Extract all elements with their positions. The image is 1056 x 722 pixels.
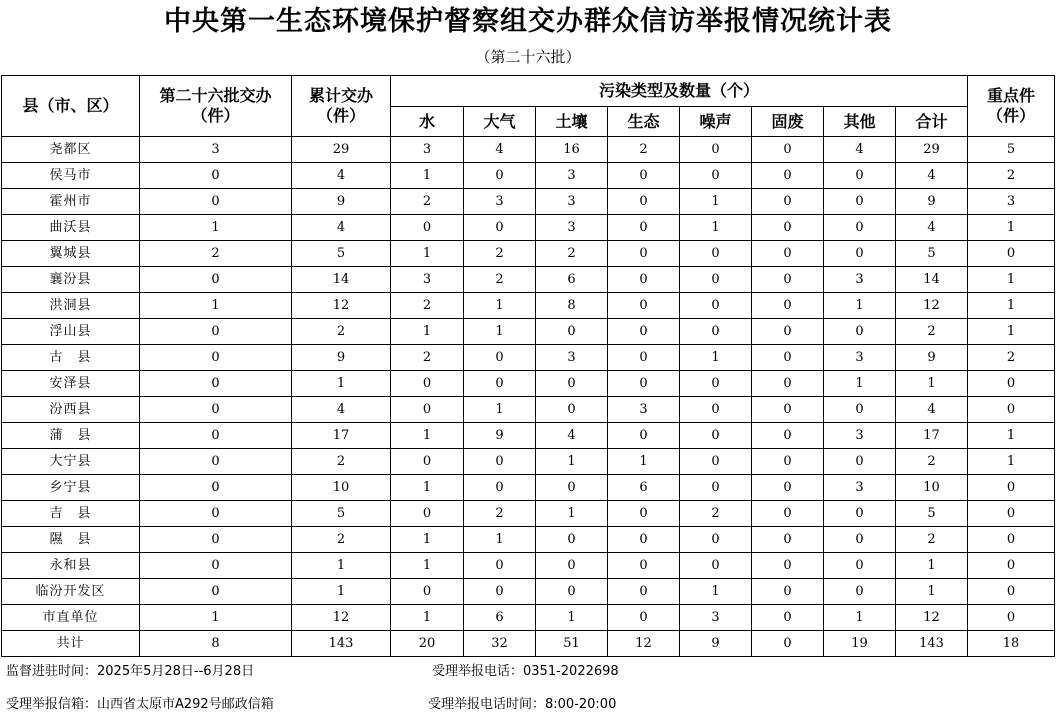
row-cell: 3 [140,137,292,163]
row-cell: 0 [680,423,752,449]
row-cell: 0 [140,423,292,449]
row-cell: 0 [391,397,464,423]
row-cell: 1 [391,605,464,631]
row-cell: 0 [824,319,896,345]
row-cell: 0 [608,605,680,631]
row-county-name: 襄汾县 [2,267,140,293]
row-cell: 0 [968,371,1055,397]
table-row [2,527,1055,553]
row-cell: 0 [536,553,608,579]
row-cell: 0 [140,163,292,189]
row-cell: 1 [680,215,752,241]
row-cell: 29 [292,137,391,163]
row-county-name: 大宁县 [2,449,140,475]
row-county-name: 汾西县 [2,397,140,423]
table-row [2,501,1055,527]
row-cell: 2 [292,527,391,553]
row-cell: 0 [464,345,536,371]
row-cell: 2 [292,319,391,345]
row-cell: 0 [752,527,824,553]
row-cell: 0 [824,189,896,215]
row-cell: 0 [680,293,752,319]
row-cell: 0 [824,449,896,475]
row-cell: 12 [896,293,968,319]
row-cell: 1 [464,527,536,553]
table-row [2,605,1055,631]
row-cell: 1 [824,293,896,319]
row-cell: 1 [680,189,752,215]
row-county-name: 永和县 [2,553,140,579]
row-cell: 0 [752,293,824,319]
row-cell: 0 [608,423,680,449]
row-cell: 1 [896,579,968,605]
row-cell: 1 [391,163,464,189]
header-type-water: 水 [391,107,464,137]
footer-period: 监督进驻时间：2025年5月28日--6月28日 [6,664,255,679]
table-row [2,631,1055,657]
header-type-soil: 土壤 [536,107,608,137]
page-title: 中央第一生态环境保护督察组交办群众信访举报情况统计表 [164,6,892,37]
row-cell: 0 [680,475,752,501]
row-cell: 5 [896,501,968,527]
row-cell: 0 [968,553,1055,579]
row-cell: 0 [536,371,608,397]
row-cell: 3 [536,215,608,241]
row-cell: 0 [391,501,464,527]
row-cell: 0 [140,397,292,423]
row-cell: 9 [464,423,536,449]
row-cell: 4 [896,397,968,423]
row-cell: 0 [140,319,292,345]
row-cell: 12 [292,605,391,631]
row-cell: 1 [968,319,1055,345]
row-cell: 0 [968,605,1055,631]
row-cell: 2 [896,449,968,475]
row-cell: 3 [536,189,608,215]
row-cell: 0 [608,319,680,345]
row-cell: 0 [140,267,292,293]
row-cell: 1 [824,371,896,397]
row-cell: 1 [536,449,608,475]
row-county-name: 乡宁县 [2,475,140,501]
header-type-total: 合计 [896,107,968,137]
row-cell: 0 [968,397,1055,423]
table-row [2,319,1055,345]
row-cell: 4 [896,163,968,189]
row-cell: 0 [608,371,680,397]
row-cell: 0 [824,215,896,241]
table-row [2,137,1055,163]
row-county-name: 侯马市 [2,163,140,189]
header-key-cases: 重点件（件） [968,76,1055,137]
row-cell: 0 [752,475,824,501]
row-cell: 0 [752,215,824,241]
row-cell: 0 [680,267,752,293]
row-cell: 0 [140,189,292,215]
row-cell: 0 [608,553,680,579]
row-cell: 0 [464,163,536,189]
row-cell: 8 [140,631,292,657]
statistics-table [1,75,1055,657]
table-row [2,267,1055,293]
row-cell: 0 [140,501,292,527]
row-cell: 3 [824,423,896,449]
row-cell: 0 [824,579,896,605]
row-county-name: 临汾开发区 [2,579,140,605]
table-row [2,397,1055,423]
row-cell: 0 [752,605,824,631]
header-type-solid-waste: 固废 [752,107,824,137]
row-county-name: 曲沃县 [2,215,140,241]
row-cell: 0 [752,163,824,189]
row-cell: 2 [391,345,464,371]
row-cell: 5 [292,501,391,527]
row-cell: 1 [896,371,968,397]
row-cell: 1 [391,553,464,579]
row-cell: 1 [608,449,680,475]
table-row [2,215,1055,241]
header-type-other: 其他 [824,107,896,137]
row-cell: 12 [292,293,391,319]
row-county-name: 隰 县 [2,527,140,553]
row-cell: 0 [464,579,536,605]
row-cell: 0 [680,371,752,397]
row-cell: 0 [140,579,292,605]
table-row [2,579,1055,605]
footer-mailbox: 受理举报信箱：山西省太原市A292号邮政信箱 [6,697,274,712]
row-cell: 0 [608,579,680,605]
row-cell: 17 [896,423,968,449]
row-cell: 1 [292,371,391,397]
row-cell: 1 [680,345,752,371]
row-county-name: 吉 县 [2,501,140,527]
row-cell: 143 [896,631,968,657]
row-cell: 1 [968,267,1055,293]
table-row [2,189,1055,215]
row-cell: 3 [680,605,752,631]
row-county-name: 浮山县 [2,319,140,345]
row-cell: 4 [464,137,536,163]
row-cell: 3 [464,189,536,215]
row-cell: 0 [680,163,752,189]
table-row [2,345,1055,371]
row-cell: 51 [536,631,608,657]
table-row [2,163,1055,189]
row-cell: 2 [968,345,1055,371]
row-cell: 9 [680,631,752,657]
table-row [2,241,1055,267]
row-cell: 143 [292,631,391,657]
row-cell: 1 [292,579,391,605]
row-cell: 1 [968,449,1055,475]
row-cell: 29 [896,137,968,163]
row-cell: 32 [464,631,536,657]
row-cell: 0 [752,397,824,423]
row-county-name: 古 县 [2,345,140,371]
row-cell: 0 [968,527,1055,553]
row-cell: 1 [391,319,464,345]
row-cell: 2 [968,163,1055,189]
row-cell: 2 [896,527,968,553]
footer-phone: 受理举报电话：0351-2022698 [432,664,619,679]
row-cell: 4 [292,397,391,423]
row-cell: 1 [391,423,464,449]
row-cell: 20 [391,631,464,657]
row-cell: 0 [391,215,464,241]
row-cell: 0 [824,241,896,267]
row-cell: 0 [536,579,608,605]
row-cell: 1 [464,293,536,319]
row-county-name: 共计 [2,631,140,657]
row-cell: 0 [140,527,292,553]
row-cell: 0 [824,397,896,423]
table-row [2,449,1055,475]
row-cell: 0 [464,475,536,501]
row-cell: 0 [391,449,464,475]
row-county-name: 霍州市 [2,189,140,215]
row-cell: 1 [824,605,896,631]
row-cell: 0 [752,449,824,475]
row-cell: 1 [896,553,968,579]
header-cumulative: 累计交办（件） [292,76,391,137]
row-cell: 0 [536,397,608,423]
row-cell: 6 [464,605,536,631]
row-cell: 0 [608,215,680,241]
row-cell: 0 [752,579,824,605]
row-cell: 5 [896,241,968,267]
header-type-ecology: 生态 [608,107,680,137]
header-pollution-group: 污染类型及数量（个） [391,76,968,107]
row-cell: 0 [752,501,824,527]
row-cell: 0 [680,449,752,475]
row-county-name: 尧都区 [2,137,140,163]
row-cell: 1 [536,605,608,631]
row-cell: 0 [968,579,1055,605]
row-cell: 1 [464,397,536,423]
row-cell: 0 [608,345,680,371]
row-cell: 19 [824,631,896,657]
row-cell: 0 [536,527,608,553]
row-cell: 0 [824,527,896,553]
row-cell: 2 [608,137,680,163]
row-cell: 0 [752,189,824,215]
row-cell: 0 [536,475,608,501]
row-cell: 0 [752,345,824,371]
row-cell: 2 [140,241,292,267]
row-cell: 0 [140,345,292,371]
row-cell: 2 [680,501,752,527]
table-row [2,423,1055,449]
row-cell: 0 [140,475,292,501]
row-cell: 3 [536,163,608,189]
row-cell: 0 [464,215,536,241]
table-row [2,475,1055,501]
row-cell: 1 [140,293,292,319]
row-cell: 0 [140,553,292,579]
row-cell: 0 [464,449,536,475]
row-county-name: 蒲 县 [2,423,140,449]
row-cell: 4 [896,215,968,241]
row-cell: 3 [391,267,464,293]
row-cell: 0 [680,553,752,579]
row-cell: 2 [292,449,391,475]
row-cell: 4 [536,423,608,449]
row-cell: 1 [536,501,608,527]
row-cell: 10 [292,475,391,501]
row-cell: 1 [140,215,292,241]
row-cell: 0 [824,553,896,579]
row-cell: 3 [536,345,608,371]
header-county: 县（市、区） [2,76,140,137]
row-cell: 0 [968,501,1055,527]
table-body [2,137,1055,657]
row-cell: 1 [968,423,1055,449]
row-cell: 5 [968,137,1055,163]
row-cell: 3 [824,475,896,501]
row-cell: 0 [140,449,292,475]
row-cell: 14 [292,267,391,293]
row-cell: 2 [391,293,464,319]
row-cell: 0 [391,579,464,605]
row-cell: 8 [536,293,608,319]
row-cell: 0 [391,371,464,397]
row-cell: 1 [464,319,536,345]
row-cell: 0 [752,553,824,579]
row-cell: 2 [464,267,536,293]
row-cell: 3 [391,137,464,163]
row-cell: 18 [968,631,1055,657]
row-cell: 3 [968,189,1055,215]
row-cell: 0 [752,371,824,397]
row-cell: 0 [608,293,680,319]
row-cell: 1 [391,475,464,501]
footer-hours: 受理举报电话时间：8:00-20:00 [428,697,617,712]
table-row [2,371,1055,397]
header-batch: 第二十六批交办（件） [140,76,292,137]
row-cell: 16 [536,137,608,163]
row-cell: 5 [292,241,391,267]
row-cell: 0 [680,137,752,163]
row-cell: 0 [680,527,752,553]
row-cell: 0 [824,501,896,527]
row-cell: 0 [608,501,680,527]
row-cell: 0 [968,475,1055,501]
row-cell: 4 [292,215,391,241]
row-cell: 0 [464,553,536,579]
row-county-name: 翼城县 [2,241,140,267]
row-cell: 1 [968,293,1055,319]
row-cell: 0 [824,163,896,189]
row-cell: 4 [824,137,896,163]
row-cell: 1 [680,579,752,605]
row-cell: 9 [896,345,968,371]
row-cell: 0 [752,631,824,657]
row-cell: 0 [464,371,536,397]
row-cell: 0 [608,267,680,293]
row-cell: 0 [752,423,824,449]
row-cell: 4 [292,163,391,189]
row-cell: 0 [608,527,680,553]
row-cell: 0 [536,319,608,345]
row-cell: 0 [608,163,680,189]
header-type-air: 大气 [464,107,536,137]
row-cell: 1 [391,527,464,553]
row-cell: 1 [391,241,464,267]
row-cell: 6 [608,475,680,501]
row-cell: 12 [608,631,680,657]
row-cell: 1 [140,605,292,631]
row-cell: 10 [896,475,968,501]
row-cell: 1 [968,215,1055,241]
row-cell: 3 [824,267,896,293]
table-row [2,553,1055,579]
row-cell: 0 [680,319,752,345]
row-cell: 1 [292,553,391,579]
row-cell: 0 [752,319,824,345]
row-cell: 0 [752,241,824,267]
row-cell: 0 [680,397,752,423]
row-cell: 0 [140,371,292,397]
row-cell: 9 [896,189,968,215]
header-type-noise: 噪声 [680,107,752,137]
row-cell: 0 [752,267,824,293]
row-cell: 6 [536,267,608,293]
row-cell: 14 [896,267,968,293]
table-row [2,293,1055,319]
row-cell: 12 [896,605,968,631]
row-cell: 0 [608,189,680,215]
row-county-name: 安泽县 [2,371,140,397]
row-cell: 2 [391,189,464,215]
row-cell: 0 [752,137,824,163]
row-cell: 9 [292,345,391,371]
row-cell: 0 [608,241,680,267]
row-cell: 3 [824,345,896,371]
row-county-name: 市直单位 [2,605,140,631]
row-cell: 3 [608,397,680,423]
row-cell: 2 [896,319,968,345]
row-cell: 2 [536,241,608,267]
page-subtitle: （第二十六批） [475,48,581,66]
row-cell: 2 [464,501,536,527]
row-cell: 9 [292,189,391,215]
row-county-name: 洪洞县 [2,293,140,319]
row-cell: 0 [968,241,1055,267]
row-cell: 17 [292,423,391,449]
row-cell: 0 [680,241,752,267]
row-cell: 2 [464,241,536,267]
